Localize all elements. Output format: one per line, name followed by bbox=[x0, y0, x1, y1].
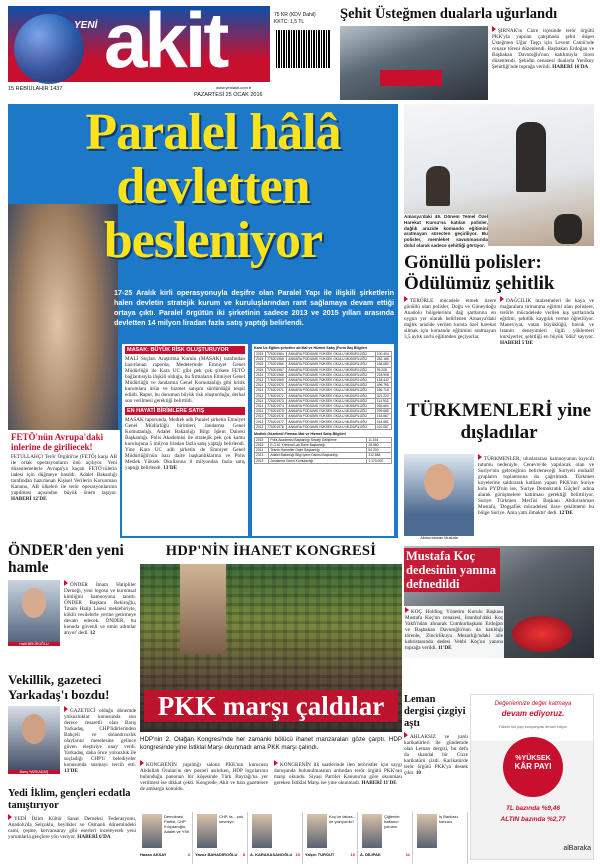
section1-body: MALİ Suçları Araştırma Kurulu (MASAK) tarafından hazırlanan raporda, Medeterinde Emniyet Genel Müdürlüğü ile Kara UC gibi pek çok şirkete FETÖ bağlantısıyla ilişkili olduğu, bu firmaların Emniyet Genel Müdürlüğü ve Jandarma Genel Komutanlığı gibi kritik kurumlara ürün ve hizmet satışını sürdürdüğü tespit edildi. Rapor, bu durumun büyük risk oluşturduğu, derhal son verilmesi gerektiği belirtildi. bbox=[125, 356, 245, 404]
bullet-icon bbox=[405, 607, 409, 613]
table-cell: 2014 bbox=[255, 372, 266, 377]
bullet-icon bbox=[274, 760, 278, 766]
top-story-title: Şehit Üsteğmen dualarla uğurlandı bbox=[340, 6, 558, 22]
table-cell: 776201972 bbox=[266, 393, 287, 398]
onder-tag: 12 bbox=[89, 630, 96, 636]
table-title: Kara Uc Eğitim şirketine ait Mal ve Hizmet Satış (Form Ba) Bilgileri bbox=[254, 346, 368, 350]
columnist-item[interactable] bbox=[250, 812, 303, 864]
table-cell: 2013 bbox=[255, 453, 269, 458]
columnist-name: Hasan AKSAY bbox=[140, 852, 167, 857]
table-cell: ANKARA PODIUMS YÜKSEK OKULU MÜDÜRLÜĞÜ bbox=[287, 372, 375, 377]
onder-photo-label: Halit BEKİROĞLU bbox=[8, 642, 60, 646]
koc-story[interactable] bbox=[404, 546, 594, 690]
table-cell: 2014 bbox=[255, 409, 266, 414]
top-story-body bbox=[492, 26, 594, 102]
columnist-photo bbox=[307, 814, 327, 848]
police-text-left: TERÖRLE mücadele etmek üzere gönüllü olan polisler, Doğu ve Güneydoğu Anadolu bölgelerinin dağ şartlarına en uygun yer olarak belirlenen Amasya'daki dağlık arazide verilen kursta özel harekat silmak için komando eğitimini aratmayan 3,5 aylık zorlu eğitimden geçiyorlar. bbox=[404, 298, 496, 340]
table-cell: 218.908 bbox=[375, 372, 391, 377]
table-cell: Jandarma Genel Komutanlığı bbox=[269, 458, 367, 463]
main-story[interactable] bbox=[8, 104, 398, 538]
koc-tag: 11'DE bbox=[438, 645, 452, 651]
hdp-col2 bbox=[274, 760, 402, 810]
table-cell: 2014 bbox=[255, 398, 266, 403]
table-cell: 776201974 bbox=[266, 403, 287, 408]
headline-line-1: Paralel hâlâ bbox=[85, 104, 341, 161]
table-cell: ANKARA PODIUMS YÜKSEK OKULU MÜDÜRLÜĞÜ bbox=[287, 388, 375, 393]
table-cell: 2013 bbox=[255, 414, 266, 419]
ad-badge bbox=[503, 737, 563, 797]
columnist-photo bbox=[142, 814, 162, 848]
table-cell: 114.903 bbox=[375, 398, 391, 403]
vekillik-body bbox=[64, 706, 136, 786]
onder-headline: ÖNDER'den yeni hamle bbox=[8, 542, 124, 576]
table-cell: 2013 bbox=[255, 424, 266, 429]
columnist-name: A. DİLİPAK bbox=[360, 852, 381, 857]
masthead-logo-panel bbox=[8, 0, 270, 84]
table-cell: 168.680 bbox=[375, 362, 391, 367]
turkmen-headline[interactable] bbox=[404, 400, 594, 444]
police-body-right bbox=[500, 296, 594, 396]
top-story-photo bbox=[340, 26, 488, 100]
table-cell: ANKARA PODIUMS YÜKSEK OKULU MÜDÜRLÜĞÜ bbox=[287, 352, 375, 357]
table-cell: 776201964 bbox=[266, 352, 287, 357]
yedi-iklim-body bbox=[8, 814, 136, 840]
table-cell: Polis Akademisi Başkanlığı Strateji Geliştirme bbox=[269, 437, 367, 442]
top-story[interactable] bbox=[340, 6, 594, 102]
columnist-photo bbox=[252, 814, 272, 848]
table-cell: 2015 bbox=[255, 362, 266, 367]
table-cell: 776201975 bbox=[266, 409, 287, 414]
bullet-icon bbox=[404, 732, 408, 738]
caption-box bbox=[8, 430, 120, 538]
masthead-yeni: YENİ bbox=[74, 20, 98, 31]
masthead-price bbox=[274, 12, 334, 26]
table-cell: ANKARA PODIUMS YÜKSEK OKULU MÜDÜRLÜĞÜ bbox=[287, 398, 375, 403]
vekillik-headline: Vekillik, gazeteci Yarkadaş'ı bozdu! bbox=[8, 672, 110, 702]
leman-tag: 10 bbox=[415, 770, 422, 776]
columnist-item[interactable] bbox=[140, 812, 193, 864]
columnist-text: İş Bankası konusu bbox=[439, 814, 458, 824]
hijri-date: 15 REBİÜLAHİR 1437 bbox=[8, 86, 63, 92]
hdp-tag: HABERİ 11'DE bbox=[361, 780, 397, 786]
police-text-right: DAĞCILIK malzemeleri ile kaya ve mağaralara tırmanma eğitimi alan polislere, terörle mücadelede verilen kış şartlarında eğitimi, şehitlik kaygılık verme öğretiliyor. Maneviyat, vatan büyüklüğü, bavuk ve istanin deneyimleri ilgili yöklemeri kursiyerler, şehitliği en büyük 'ödül' sayıyor. bbox=[500, 298, 594, 340]
columnist-text: Demokrasi Partisi, CHP Kılıçdaroğlu, Adalet ve YSK bbox=[164, 814, 190, 834]
columnist-page: 11 bbox=[405, 852, 410, 857]
vekillik-text: GAZETECİ olduğu dönemde yolsuzluklar konusunda son derece cesaretli olan Barış Yarkadaş, CHP'lidirlerinden Bahçeli ve dolandırıcılık olaylarını meselesine gelince güven eleştiriye onay verdi. Yarkadaş, daha önce yolsuzluk ile suçladığı CHP'li belediyeler konusunda susmayı tercih etti. bbox=[64, 708, 136, 768]
koc-text: KOÇ Holding Yönetim Kurulu Başkanı Mustafa Koç'un cenazesi, İstanbul'daki Koç Vakfı'ndan alınarak Cumhurbaşkanı Erdoğan ve Başbakan Davutoğlu'nun da katıldığı törenle, Zincirlikuyu Mezarlığı'ndaki aile kabristanında dedesi Vehbi Koç'un yanına toprağa verildi. bbox=[405, 609, 503, 651]
turkmen-body bbox=[478, 454, 594, 542]
table-cell: ANKARA PODIUMS YÜKSEK OKULU MÜDÜRLÜĞÜ bbox=[287, 419, 375, 424]
caption-text: FETULLAHÇI Terör Örgütü'ne (FETÖ) karşı AB ile ortak operasyonların önü açılıyor. Yeni düzenlemelerle Avrupa'ya kaçan FETÖ'cülerin iadesi için düğmeye basıldı. Adalet Bakanlığı tarafından hazırlanan Kişisel Verilerin Korunması Kanunu, AB ülkeleri ile terör operasyonlarının yapılması açısından büyük önem taşıyor. bbox=[11, 454, 117, 496]
columnist-text: Koç'un fatura... ne yazıyordu? bbox=[329, 814, 356, 824]
table-cell: 282.186 bbox=[375, 357, 391, 362]
table-cell: 776201978 bbox=[266, 424, 287, 429]
hdp-photo bbox=[140, 564, 402, 732]
issue-date: PAZARTESİ 25 OCAK 2016 bbox=[194, 92, 263, 98]
leman-headline: Leman dergisi çizgiyi aştı bbox=[404, 694, 466, 729]
table-row bbox=[255, 424, 392, 429]
onder-story[interactable] bbox=[8, 542, 136, 692]
yedi-iklim-text: YEDİ İklim Kültür Sanat Derneksi Federasyonu, Anadolu'da Selçuklu, beylikler ve Osmanlı dönemindeki cami, çeşme, kervansaray gibi eserleri inceleyerek yeni yorumlarla gençlere yön veriyor. bbox=[8, 816, 136, 840]
caption-tag: HABERİ 12'DE bbox=[11, 496, 47, 502]
caption-body bbox=[11, 454, 117, 502]
ad-slogan-1: Değerlerinize değer katmaya bbox=[494, 701, 572, 707]
albaraka-ad[interactable] bbox=[470, 694, 594, 860]
hdp-headline: HDP'NİN İHANET KONGRESİ bbox=[165, 543, 377, 559]
table-row bbox=[255, 437, 392, 442]
bullet-icon bbox=[492, 26, 496, 32]
turkmen-photo-label: Abdurrahman Mustafa bbox=[404, 536, 474, 540]
columnist-page: 8 bbox=[242, 852, 245, 857]
columnist-item[interactable] bbox=[195, 812, 248, 864]
leman-story[interactable] bbox=[404, 694, 468, 810]
headline-line-2: devletten bbox=[116, 158, 310, 215]
table-cell: ANKARA PODIUMS YÜKSEK OKULU MÜDÜRLÜĞÜ bbox=[287, 362, 375, 367]
turkmen-headline-text: TÜRKMENLERİ yine dışladılar bbox=[406, 400, 592, 443]
table-cell: ANKARA PODIUMS YÜKSEK OKULU MÜDÜRLÜĞÜ bbox=[287, 414, 375, 419]
table-cell: 2015 bbox=[255, 352, 266, 357]
bullet-icon bbox=[64, 580, 68, 586]
columnist-text: CHP, ta... çok sevmiyo bbox=[219, 814, 244, 824]
koc-headline: Mustafa Koç dedesinin yanına defnedildi bbox=[404, 548, 500, 592]
yedi-iklim-headline: Yedi İklim, gençleri ecdatla tanıştırıyor bbox=[8, 788, 131, 811]
columnist-page: 10 bbox=[350, 852, 355, 857]
section2-title: EN HAYATİ BİRİMLERE SATIŞ bbox=[125, 407, 245, 415]
section2-body bbox=[125, 417, 245, 471]
ad-slogan-2: devam ediyoruz. bbox=[501, 709, 565, 718]
table-cell: 2014 bbox=[255, 393, 266, 398]
soldier-figure bbox=[516, 122, 546, 192]
table-cell: 776201973 bbox=[266, 398, 287, 403]
table-cell: 2015 bbox=[255, 437, 269, 442]
table-cell: 776201977 bbox=[266, 419, 287, 424]
soldier-figure bbox=[426, 166, 450, 206]
onder-photo bbox=[8, 580, 60, 646]
table-row bbox=[255, 453, 392, 458]
ad-badge-2: KÂR PAYI bbox=[514, 762, 552, 771]
masthead-logo: akit bbox=[104, 0, 227, 84]
table-cell: 54.200 bbox=[367, 448, 392, 453]
turkmen-photo bbox=[404, 454, 474, 540]
table-cell: 312.588 bbox=[367, 453, 392, 458]
onder-text: ÖNDER İmam Hatipliler Derneği, yeni logosu ve kurumsal kimliğini kamuoyuna tanıttı. ÖNDER Başkanı Bekiroğlu, 'İmam Hatip Lisesi mektebiriyle, köklü vesilelerle yerine getirmeye devam edecek. ÖNDER, bu konuda güvenli ve emin adımlar atıyor' dedi. bbox=[64, 582, 136, 636]
ad-line-2: ALTIN bazında %2,77 bbox=[500, 816, 566, 823]
face-shape bbox=[22, 588, 46, 618]
table-cell: 11.194 bbox=[367, 437, 392, 442]
columnist-name: Yalçın TURGUT bbox=[305, 852, 335, 857]
table-cell: 2014 bbox=[255, 377, 266, 382]
columnist-text: Çiğlenler haftanın yorumu bbox=[384, 814, 400, 829]
soldier-figure bbox=[554, 214, 582, 244]
yedi-iklim-story[interactable] bbox=[8, 788, 136, 840]
bullet-icon bbox=[64, 706, 68, 712]
hdp-col1-text: KONGRENİN yapıldığı salona PKK'nın kurucusu Abdullah Öcalan'ın dev posteri asılırken, HDP logolarının bulunduğu panonun bir köşesinde Türk Bayrağı'na yer verilmesi ise dikkat çekti. Kongrede, Akit ve bazı gazetelere de ambargo konuldu. bbox=[140, 762, 268, 792]
table-cell: 776201976 bbox=[266, 414, 287, 419]
table-cell: 776201968 bbox=[266, 372, 287, 377]
face-shape bbox=[424, 464, 454, 500]
columnist-name: Yavuz BAHADIROĞLU bbox=[195, 852, 238, 857]
table-cell: 2013 bbox=[255, 458, 269, 463]
table-cell: 166.715 bbox=[375, 388, 391, 393]
kktc-price: KKTC: 1,5 TL bbox=[274, 19, 305, 25]
table-cell: ANKARA PODIUMS YÜKSEK OKULU MÜDÜRLÜĞÜ bbox=[287, 409, 375, 414]
police-headline[interactable]: Gönüllü polisler: Ödülümüz şehitlik bbox=[404, 252, 555, 294]
website: www.yeniakit.com.tr bbox=[216, 85, 252, 90]
table-cell: ANKARA PODIUMS YÜKSEK OKULU MÜDÜRLÜĞÜ bbox=[287, 377, 375, 382]
table-row bbox=[255, 443, 392, 448]
yarkadas-photo bbox=[8, 706, 60, 774]
columnist-item[interactable] bbox=[360, 812, 413, 864]
table-cell: 2014 bbox=[255, 448, 269, 453]
columnist-photo bbox=[197, 814, 217, 848]
caption-title: FETÖ'nün Avrupa'daki inlerine de giriliecek! bbox=[11, 432, 104, 452]
police-photo-caption: Amasya'daki 49. Dönem Temel Özel Harekat Kursu'na katılan polisler, dağlık arazide komando eğitimini aratmayan sürecten geçiriliyor. Bu polisler, memleket savunmasında dolul olarak sadece şehitliği görüyor. bbox=[404, 214, 488, 248]
table-cell: 496.755 bbox=[375, 383, 391, 388]
tables-panel bbox=[252, 344, 394, 536]
table-cell: 2014 bbox=[255, 388, 266, 393]
columnist-photo bbox=[417, 814, 437, 848]
wreath-shape bbox=[512, 616, 572, 652]
table-cell: 776201969 bbox=[266, 377, 287, 382]
hdp-lead: HDP'nin 2. Olağan Kongresi'nde her zamanki bölücü ihanet manzaraları göze çarptı. HDP kongresinde yine İstiklal Marşı okunmadı ama PKK marşı çalındı. bbox=[140, 736, 402, 751]
table-cell: Adalet Bakanlığı Bilgi İşlem Dairesi Başkanlığı bbox=[269, 453, 367, 458]
table-cell: ANKARA PODIUMS YÜKSEK OKULU MÜDÜRLÜĞÜ bbox=[287, 367, 375, 372]
table-cell: ANKARA PODIUMS YÜKSEK OKULU MÜDÜRLÜĞÜ bbox=[287, 383, 375, 388]
hdp-overlay: PKK marşı çaldılar bbox=[144, 690, 398, 722]
columnist-photo bbox=[362, 814, 382, 848]
table-cell: ANKARA PODIUMS YÜKSEK OKULU MÜDÜRLÜĞÜ bbox=[287, 403, 375, 408]
table-cell: 776201970 bbox=[266, 383, 287, 388]
police-tag: HABERİ 5'DE bbox=[500, 340, 534, 346]
table-cell: ANKARA PODIUMS YÜKSEK OKULU MÜDÜRLÜĞÜ bbox=[287, 357, 375, 362]
police-body-left bbox=[404, 296, 496, 396]
table-cell: 100.404 bbox=[375, 352, 391, 357]
barcode bbox=[276, 30, 330, 68]
table-cell: 2014 bbox=[255, 383, 266, 388]
ad-line-1: TL bazında %9,46 bbox=[505, 805, 561, 812]
table-cell: 321.220 bbox=[375, 393, 391, 398]
section2-tag: 13'DE bbox=[163, 465, 178, 471]
top-story-text: ŞIRNAK'ın Cizre ilçesinde terör örgütü PKK'yla yapılan çatışmada şehit düşen Üsteğmen Uğur Taşçı için Levent Camii'nde cenaze töreni düzenlendi. Başbakan Erdoğan ve Başbakan Davutoğlu'nun katılımıyla tören düzenlendi. Şehidin cenazesi dualarla Yenikoy Şehitliği'nde toprağa verildi. bbox=[492, 28, 594, 70]
table-cell: 2014 bbox=[255, 403, 266, 408]
turkmen-text: TÜRKMENLER, uluslararası kamuoyunun kıyıcılı tutumu nedeniyle, Cenevre'de yapılacak olan ve Suriye'nin geleceğinin belirleneceği Suriyeli muhalif grupların toplantısına da çağrılmadı. Türkmen koyelerine saldırarak katliam yapan PKK'nın Suriye kolu PYD'nin ise, 'Suriye Demokratik Güçleri' adına alarak görüşmelere katılması gerektiği belirtiliyor. Suriye Türkmen Meclisi Başkanı Abdurrahman Mustafa, 'Dogşafiık mücadelesi ilave çekilmemi bu bölge Suriye. Ama yatrı ilmaktır' dedi. bbox=[478, 456, 594, 516]
yedi-iklim-tag: HABERİ 6'DA bbox=[77, 834, 111, 840]
columnist-item[interactable] bbox=[305, 812, 358, 864]
ad-badge-1: %YÜKSEK bbox=[515, 755, 551, 762]
table-cell: 2015 bbox=[255, 443, 269, 448]
columnist-item[interactable] bbox=[415, 812, 468, 864]
turkmen-tag: 12'DE bbox=[559, 510, 573, 516]
bullet-icon bbox=[478, 454, 482, 460]
vekillik-story[interactable] bbox=[8, 672, 136, 786]
table-cell: 2015 bbox=[255, 357, 266, 362]
section1-title: MASAK: BÜYÜK RİSK OLUŞTURUYOR bbox=[125, 346, 245, 354]
table-cell: 244.681 bbox=[375, 419, 391, 424]
leman-body bbox=[404, 732, 468, 804]
table-cell: 2013 bbox=[255, 419, 266, 424]
hdp-col1 bbox=[140, 760, 268, 810]
columnist-strip bbox=[140, 812, 468, 864]
top-story-tag: HABERİ 16'DA bbox=[552, 64, 589, 70]
bullet-icon bbox=[500, 296, 504, 302]
bullet-icon bbox=[404, 296, 408, 302]
table-cell: 776201965 bbox=[266, 357, 287, 362]
columnist-page: 10 bbox=[295, 852, 300, 857]
table-cell: ANKARA PODIUMS YÜKSEK OKULU MÜDÜRLÜĞÜ bbox=[287, 424, 375, 429]
table-cell: ANKARA PODIUMS YÜKSEK OKULU MÜDÜRLÜĞÜ bbox=[287, 393, 375, 398]
hdp-story[interactable] bbox=[140, 542, 402, 810]
sales-table bbox=[254, 351, 392, 430]
masak-column bbox=[122, 344, 248, 536]
ocalan-poster bbox=[180, 564, 226, 654]
table-cell: 1.170.000 bbox=[367, 458, 392, 463]
columnist-name: A. KARAKASANOĞLU bbox=[250, 852, 293, 857]
masthead bbox=[8, 0, 334, 102]
price-text: 75 KR (KDV Dahil) bbox=[274, 12, 316, 18]
main-lead: 17-25 Aralık kirli operasyonuyla deşifre olan Paralel Yapı ile ilişkili şirketlerin halen devletin stratejik kurum ve kuruluşlarından rant sağlamaya devam ettiği ortaya çıktı. Paralel örgütün iki şirketinin sadece 2013 ve 2015 yılları arasında devletten 14 milyon liradan fazla satış yaptığı belirlendi. bbox=[114, 288, 394, 327]
table-cell: Teknik Hizmetler Daire Başkanlığı bbox=[269, 448, 367, 453]
table-cell: 776201966 bbox=[266, 362, 287, 367]
section2-text: MASAK raporunda, Medtek adlı Paralel şirketin Emniyet Genel Müdürlüğü birimleri, Jandarma Genel Komutanlığı, Adalet Bakanlığı Bilgi İşlem Dairesi Başkanlığı. Polis Akademisi ile stratejik pek çok kamu kuruluşuna 5 milyon liradan fazla satış yaptığı belirlendi. Yine Kara UC adlı şirketin de Emniyet Genel Müdürlüğü'nün bazı daire başkanlıklarına ve Polis Meslek Yüksek Okullarına 8 milyondan fazla satış yaptığı belirlendi. bbox=[125, 417, 246, 471]
table-cell: E.G.M. Kriminal Lab.Daire Başkanlığı bbox=[269, 443, 367, 448]
table-row bbox=[255, 458, 392, 463]
bullet-icon bbox=[140, 760, 144, 766]
table-cell: 95.208 bbox=[375, 367, 391, 372]
table-cell: 776201967 bbox=[266, 367, 287, 372]
table-cell: 299.685 bbox=[375, 409, 391, 414]
main-headline bbox=[28, 106, 398, 268]
vekillik-tag: 13'DE bbox=[64, 768, 78, 774]
table-cell: 128.442 bbox=[375, 377, 391, 382]
koc-body bbox=[404, 606, 504, 690]
ad-small: Yüksek kâr payı kampanyası devam ediyor. bbox=[498, 725, 568, 729]
columnist-page: 2 bbox=[187, 852, 190, 857]
bullet-icon bbox=[8, 814, 12, 820]
hdp-col2-text: KONGRENİN ilk saatlerinde ilen teröristler için saygı duruşunda bulunulmasının ardından terör örgütü PKK'nın marşı okundu. Siyasi Partiler Kanunu'na göre okunması gereken İstiklal Marşı ise yine okunmadı. bbox=[274, 762, 402, 786]
table-cell: 410.087 bbox=[375, 424, 391, 429]
table-cell: 776201971 bbox=[266, 388, 287, 393]
table-cell: 2015 bbox=[255, 367, 266, 372]
headline-line-3: besleniyor bbox=[103, 212, 323, 269]
face-shape bbox=[22, 714, 46, 744]
table-cell: 163.667 bbox=[375, 414, 391, 419]
table-caption: FETÖ'nün göz şirketleri birer birer açığa çıkıyor. MASAK raporu, Paralelcilere hâlâ devletin olanaklarının ortaya koyuyor. bbox=[252, 527, 391, 536]
table2-title: Medtek Gözetimli Firması Mal ve Hizmet Satış Bilgileri bbox=[254, 431, 346, 436]
table-cell: 28.960 bbox=[367, 443, 392, 448]
ad-brand: alBaraka bbox=[563, 845, 591, 852]
table-cell: 265.660 bbox=[375, 403, 391, 408]
yarkadas-photo-label: Barış YARKADAŞ bbox=[8, 770, 60, 774]
flag-shape bbox=[380, 70, 442, 86]
leman-text: AHLAKSIZ ve yanlı karikatürleri ile gündemde olan Leman dergisi, bu defa da skandal bir Cizre karikatürü çizdi. Karikatürde terör örgütü PKK'ya destek çıktı. bbox=[404, 734, 468, 776]
medtek-table bbox=[254, 437, 392, 464]
